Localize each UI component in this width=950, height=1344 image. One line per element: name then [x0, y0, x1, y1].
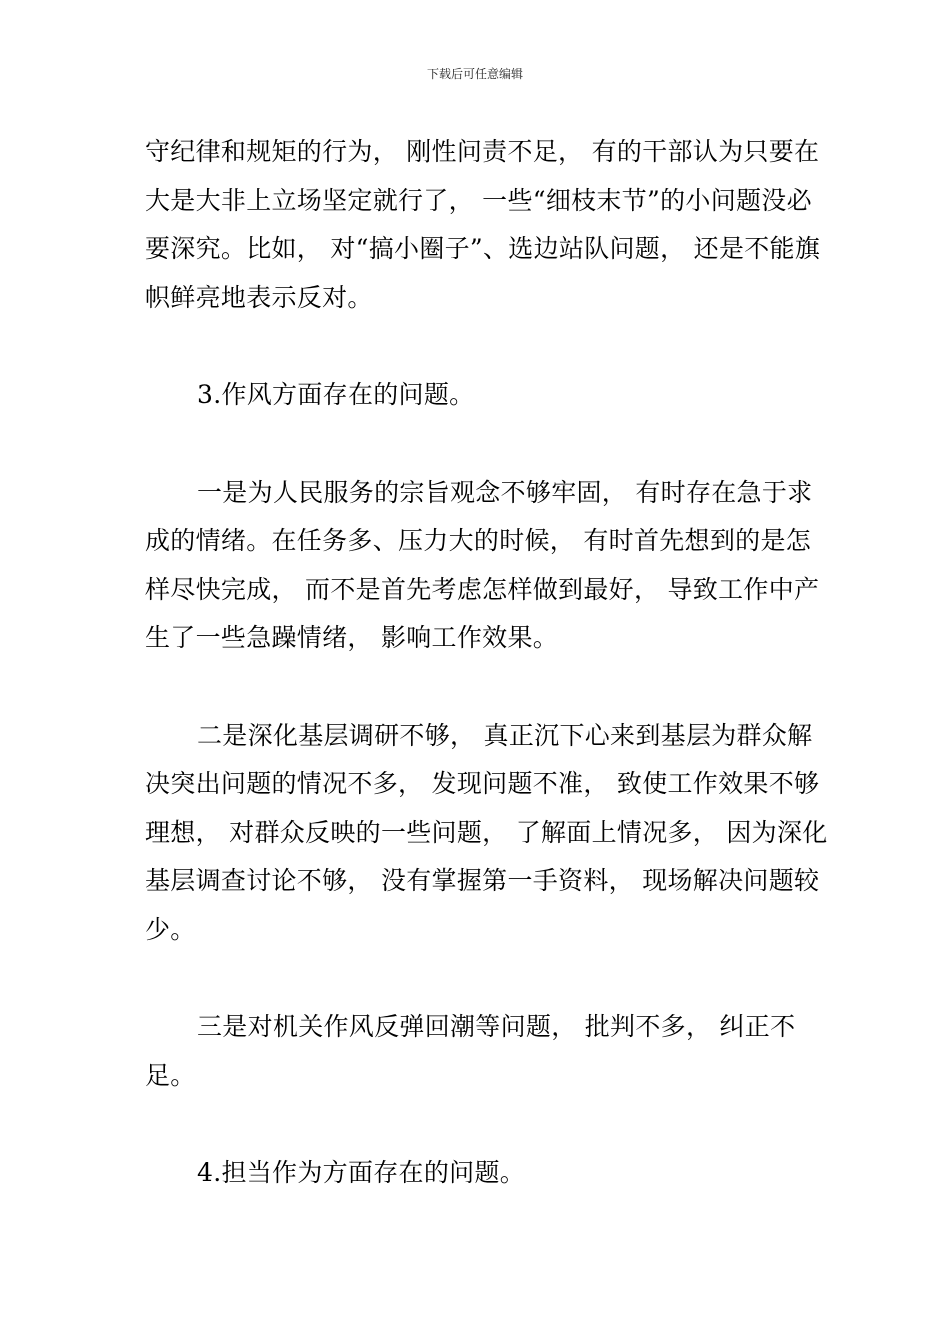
page-header-note: 下载后可任意编辑	[426, 67, 523, 81]
paragraph-grassroots-research: 二是深化基层调研不够， 真正沉下心来到基层为群众解决突出问题的情况不多， 发现问题不准， 致使工作效果不够理想， 对群众反映的一些问题， 了解面上情况多， 因为深化基层调查讨论不够， 没有掌握第一手资料， 现场解决问题较少。	[145, 720, 828, 944]
document-body	[145, 128, 830, 1198]
heading-responsibility-problems: 4.担当作为方面存在的问题。	[197, 1158, 526, 1187]
paragraph-style-rebound: 三是对机关作风反弹回潮等问题， 批判不多， 纠正不足。	[145, 1012, 796, 1090]
heading-work-style-problems: 3.作风方面存在的问题。	[197, 380, 475, 409]
paragraph-discipline-continuation: 守纪律和规矩的行为， 刚性问责不足， 有的干部认为只要在大是大非上立场坚定就行了， 一些“细枝末节”的小问题没必要深究。比如， 对“搞小圈子”、选边站队问题， 还是不能旗帜鲜亮地表示反对。	[145, 137, 821, 312]
paragraph-service-concept: 一是为人民服务的宗旨观念不够牢固， 有时存在急于求成的情绪。在任务多、压力大的时候， 有时首先想到的是怎样尽快完成， 而不是首先考虑怎样做到最好， 导致工作中产生了一些急躁情绪， 影响工作效果。	[145, 477, 820, 652]
